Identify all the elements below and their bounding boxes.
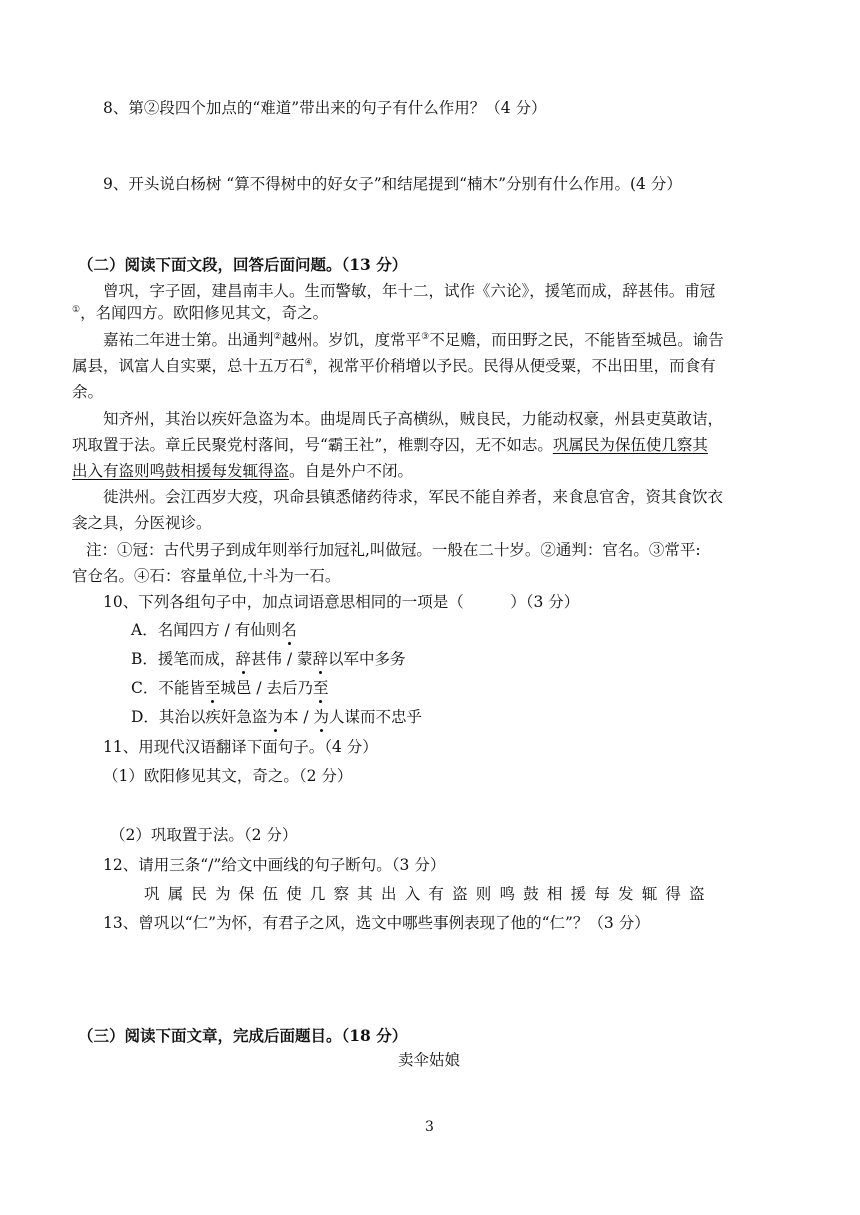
footnote-mark: ②: [273, 331, 282, 342]
question-13: 13、曾巩以“仁”为怀，有君子之风，选文中哪些事例表现了他的“仁”？（3 分）: [103, 914, 650, 932]
notes-line2: 官仓名。④石：容量单位,十斗为一石。: [72, 567, 341, 585]
footnote-mark: ④: [304, 357, 313, 368]
emphasis-dot: 辞: [235, 650, 251, 668]
section-2-heading: （二）阅读下面文段，回答后面问题。（13 分）: [78, 255, 408, 274]
passage-p4-line2: 衾之具，分医视诊。: [72, 514, 212, 532]
underlined-sentence: 出入有盗则鸣鼓相援每发辄得盗: [72, 462, 290, 480]
passage-p3-line1: 知齐州，其治以疾奸急盗为本。曲堤周氏子高横纵，贼良民，力能动权豪，州县吏莫敢诘，: [103, 410, 724, 428]
passage-p2-line1: 嘉祐二年进士第。出通判②越州。岁饥，度常平③不足赡，而田野之民，不能皆至城邑。谕告: [103, 331, 724, 349]
option-c: C．不能皆至城邑 / 去后乃至: [131, 679, 329, 697]
footnote-mark: ③: [421, 331, 430, 342]
emphasis-dot: 名: [281, 621, 297, 639]
question-9: 9、开头说白杨树 “算不得树中的好女子”和结尾提到“楠木”分别有什么作用。(4 分）: [103, 175, 682, 193]
passage-p2-line3: 余。: [72, 383, 104, 401]
page-number: 3: [425, 1119, 434, 1135]
passage-p1-line1: 曾巩，字子固，建昌南丰人。生而警敏，年十二，试作《六论》，援笔而成，辞甚伟。甫冠: [103, 282, 716, 300]
passage-p1-line2: ①，名闻四方。欧阳修见其文，奇之。: [72, 304, 329, 322]
passage-p2-line2: 属县，讽富人自实粟，总十五万石④，视常平价稍增以予民。民得从便受粟，不出田里，而食有: [72, 357, 716, 375]
question-8: 8、第②段四个加点的“难道”带出来的句子有什么作用？（4 分）: [103, 99, 547, 117]
question-12: 12、请用三条“/”给文中画线的句子断句。（3 分）: [103, 856, 446, 874]
option-d: D．其治以疾奸急盗为本 / 为人谋而不忠乎: [131, 708, 423, 726]
question-11-2: （2）巩取置于法。（2 分）: [110, 826, 298, 844]
question-11: 11、用现代汉语翻译下面句子。（4 分）: [103, 738, 378, 756]
question-10: 10、下列各组句子中，加点词语意思相同的一项是（ ）（3 分）: [103, 593, 580, 611]
passage-p4-line1: 徙洪州。会江西岁大疫，巩命县镇悉储药待求，军民不能自养者，来食息官舍，资其食饮衣: [103, 488, 724, 506]
emphasis-dot: 至: [204, 679, 221, 697]
notes-line1: 注：①冠：古代男子到成年则举行加冠礼,叫做冠。一般在二十岁。②通判：官名。③常平:: [86, 541, 701, 559]
option-a: A．名闻四方 / 有仙则名: [131, 621, 297, 639]
emphasis-dot: 为: [267, 708, 283, 726]
passage-p3-line2: 巩取置于法。章丘民聚党村落间，号“霸王社”，椎剽夺囚，无不如志。巩属民为保伍使几察其: [72, 436, 708, 454]
emphasis-dot: 为: [313, 708, 330, 726]
option-b: B．援笔而成，辞甚伟 / 蒙辞以军中多务: [131, 650, 406, 668]
underlined-sentence: 巩属民为保伍使几察其: [552, 436, 708, 454]
question-11-1: （1）欧阳修见其文，奇之。（2 分）: [103, 767, 353, 785]
article-title: 卖伞姑娘: [398, 1051, 461, 1069]
emphasis-dot: 至: [312, 679, 329, 697]
emphasis-dot: 辞: [312, 650, 329, 668]
section-3-heading: （三）阅读下面文章，完成后面题目。（18 分）: [78, 1026, 408, 1045]
question-12-sentence: 巩属民为保伍使几察其出入有盗则鸣鼓相援每发辄得盗: [144, 885, 713, 903]
passage-p3-line3: 出入有盗则鸣鼓相援每发辄得盗。自是外户不闭。: [72, 462, 414, 480]
footnote-mark: ①: [72, 304, 81, 315]
